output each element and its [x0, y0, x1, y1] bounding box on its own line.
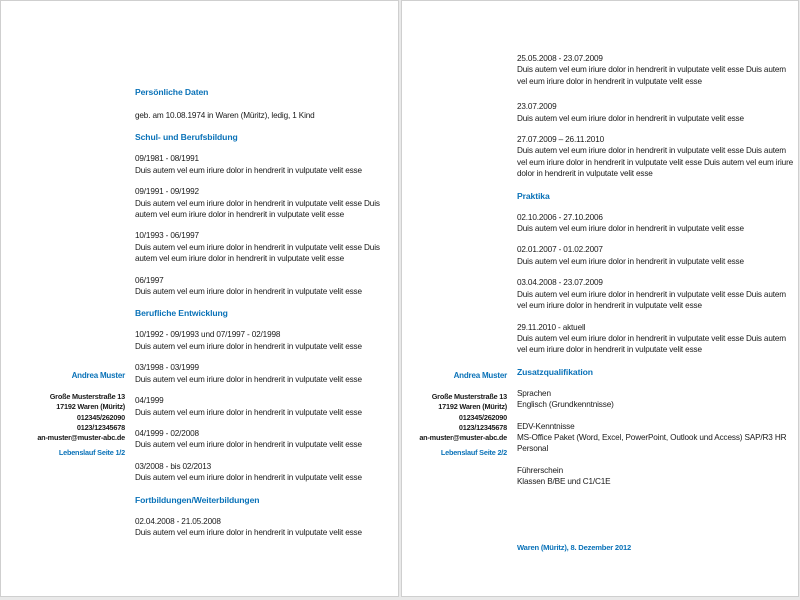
cv-page-2: [401, 0, 799, 597]
email: an-muster@muster-abc.de: [419, 433, 507, 443]
list-item: 02.01.2007 - 01.02.2007 Duis autem vel eum iriure dolor in hendrerit in vulputate velit esse: [517, 245, 744, 266]
list-item: 10/1992 - 09/1993 und 07/1997 - 02/1998 Duis autem vel eum iriure dolor in hendrerit in vulputate velit esse: [135, 330, 362, 351]
list-item: 04/1999 Duis autem vel eum iriure dolor in hendrerit in vulputate velit esse: [135, 396, 362, 417]
mobile: 0123/12345678: [458, 422, 507, 432]
section-heading-internships: Praktika: [517, 190, 550, 201]
list-item: 29.11.2010 - aktuell Duis autem vel eum iriure dolor in hendrerit in vulputate velit esse Duis autem vel eum iriure dolor in hendrerit in vulputate velit esse: [517, 322, 786, 355]
mobile: 0123/12345678: [76, 422, 125, 432]
section-heading-training: Fortbildungen/Weiterbildungen: [135, 494, 260, 505]
list-item: 10/1993 - 06/1997 Duis autem vel eum iriure dolor in hendrerit in vulputate velit esse Duis autem vel eum iriure dolor in hendrerit in vulputate velit esse: [135, 231, 380, 264]
section-heading-career: Berufliche Entwicklung: [135, 308, 228, 319]
page-reference: Lebenslauf Seite 2/2: [440, 448, 507, 458]
list-item: 27.07.2009 – 26.11.2010 Duis autem vel eum iriure dolor in hendrerit in vulputate velit esse Duis autem vel eum iriure dolor in hendrerit in vulputate velit esse Duis autem vel eum iriure dolor in hendrerit in vulputate velit esse: [517, 135, 794, 179]
address-city: 17192 Waren (Müritz): [438, 402, 507, 412]
person-name: Andrea Muster: [71, 371, 125, 380]
list-item: 03.04.2008 - 23.07.2009 Duis autem vel eum iriure dolor in hendrerit in vulputate velit esse Duis autem vel eum iriure dolor in hendrerit in vulputate velit esse: [517, 278, 786, 311]
list-item: 04/1999 - 02/2008 Duis autem vel eum iriure dolor in hendrerit in vulputate velit esse: [135, 428, 362, 450]
list-item: 03/1998 - 03/1999 Duis autem vel eum iriure dolor in hendrerit in vulputate velit esse: [135, 363, 362, 384]
list-item: 25.05.2008 - 23.07.2009 Duis autem vel eum iriure dolor in hendrerit in vulputate velit esse Duis autem vel eum iriure dolor in hendrerit in vulputate velit esse: [517, 54, 786, 86]
address-street: Große Musterstraße 13: [431, 392, 507, 402]
cv-page-1: [0, 0, 399, 597]
list-item: 23.07.2009 Duis autem vel eum iriure dolor in hendrerit in vulputate velit esse: [517, 102, 744, 123]
contact-block: [387, 371, 507, 458]
contact-block: [5, 371, 125, 458]
list-item: 02.10.2006 - 27.10.2006 Duis autem vel eum iriure dolor in hendrerit in vulputate velit esse: [517, 212, 744, 234]
email: an-muster@muster-abc.de: [37, 433, 125, 443]
phone: 012345/262090: [458, 412, 507, 422]
phone: 012345/262090: [76, 412, 125, 422]
list-item: Sprachen Englisch (Grundkenntnisse): [517, 388, 614, 410]
person-name: Andrea Muster: [453, 371, 507, 380]
list-item: 03/2008 - bis 02/2013 Duis autem vel eum iriure dolor in hendrerit in vulputate velit esse: [135, 461, 362, 483]
page-reference: Lebenslauf Seite 1/2: [58, 448, 125, 458]
place-and-date: Waren (Müritz), 8. Dezember 2012: [517, 543, 632, 552]
list-item: 09/1991 - 09/1992 Duis autem vel eum iriure dolor in hendrerit in vulputate velit esse Duis autem vel eum iriure dolor in hendrerit in vulputate velit esse: [135, 187, 380, 220]
personal-details: geb. am 10.08.1974 in Waren (Müritz), ledig, 1 Kind: [135, 111, 315, 120]
section-heading-personal: Persönliche Daten: [135, 87, 209, 97]
address-street: Große Musterstraße 13: [49, 392, 125, 402]
address-city: 17192 Waren (Müritz): [56, 402, 125, 412]
cv-page-2-content: [517, 53, 797, 488]
list-item: 09/1981 - 08/1991 Duis autem vel eum iriure dolor in hendrerit in vulputate velit esse: [135, 154, 362, 175]
section-heading-school: Schul- und Berufsbildung: [135, 132, 238, 143]
section-heading-additional: Zusatzqualifikation: [517, 366, 593, 377]
cv-page-1-content: [135, 86, 397, 538]
list-item: EDV-Kenntnisse MS-Office Paket (Word, Excel, PowerPoint, Outlook und Access) SAP/R3 HR Personal: [517, 421, 787, 454]
list-item: 06/1997 Duis autem vel eum iriure dolor in hendrerit in vulputate velit esse: [135, 275, 362, 297]
list-item: Führerschein Klassen B/BE und C1/C1E: [517, 465, 611, 487]
list-item: 02.04.2008 - 21.05.2008 Duis autem vel eum iriure dolor in hendrerit in vulputate velit esse: [135, 516, 362, 537]
